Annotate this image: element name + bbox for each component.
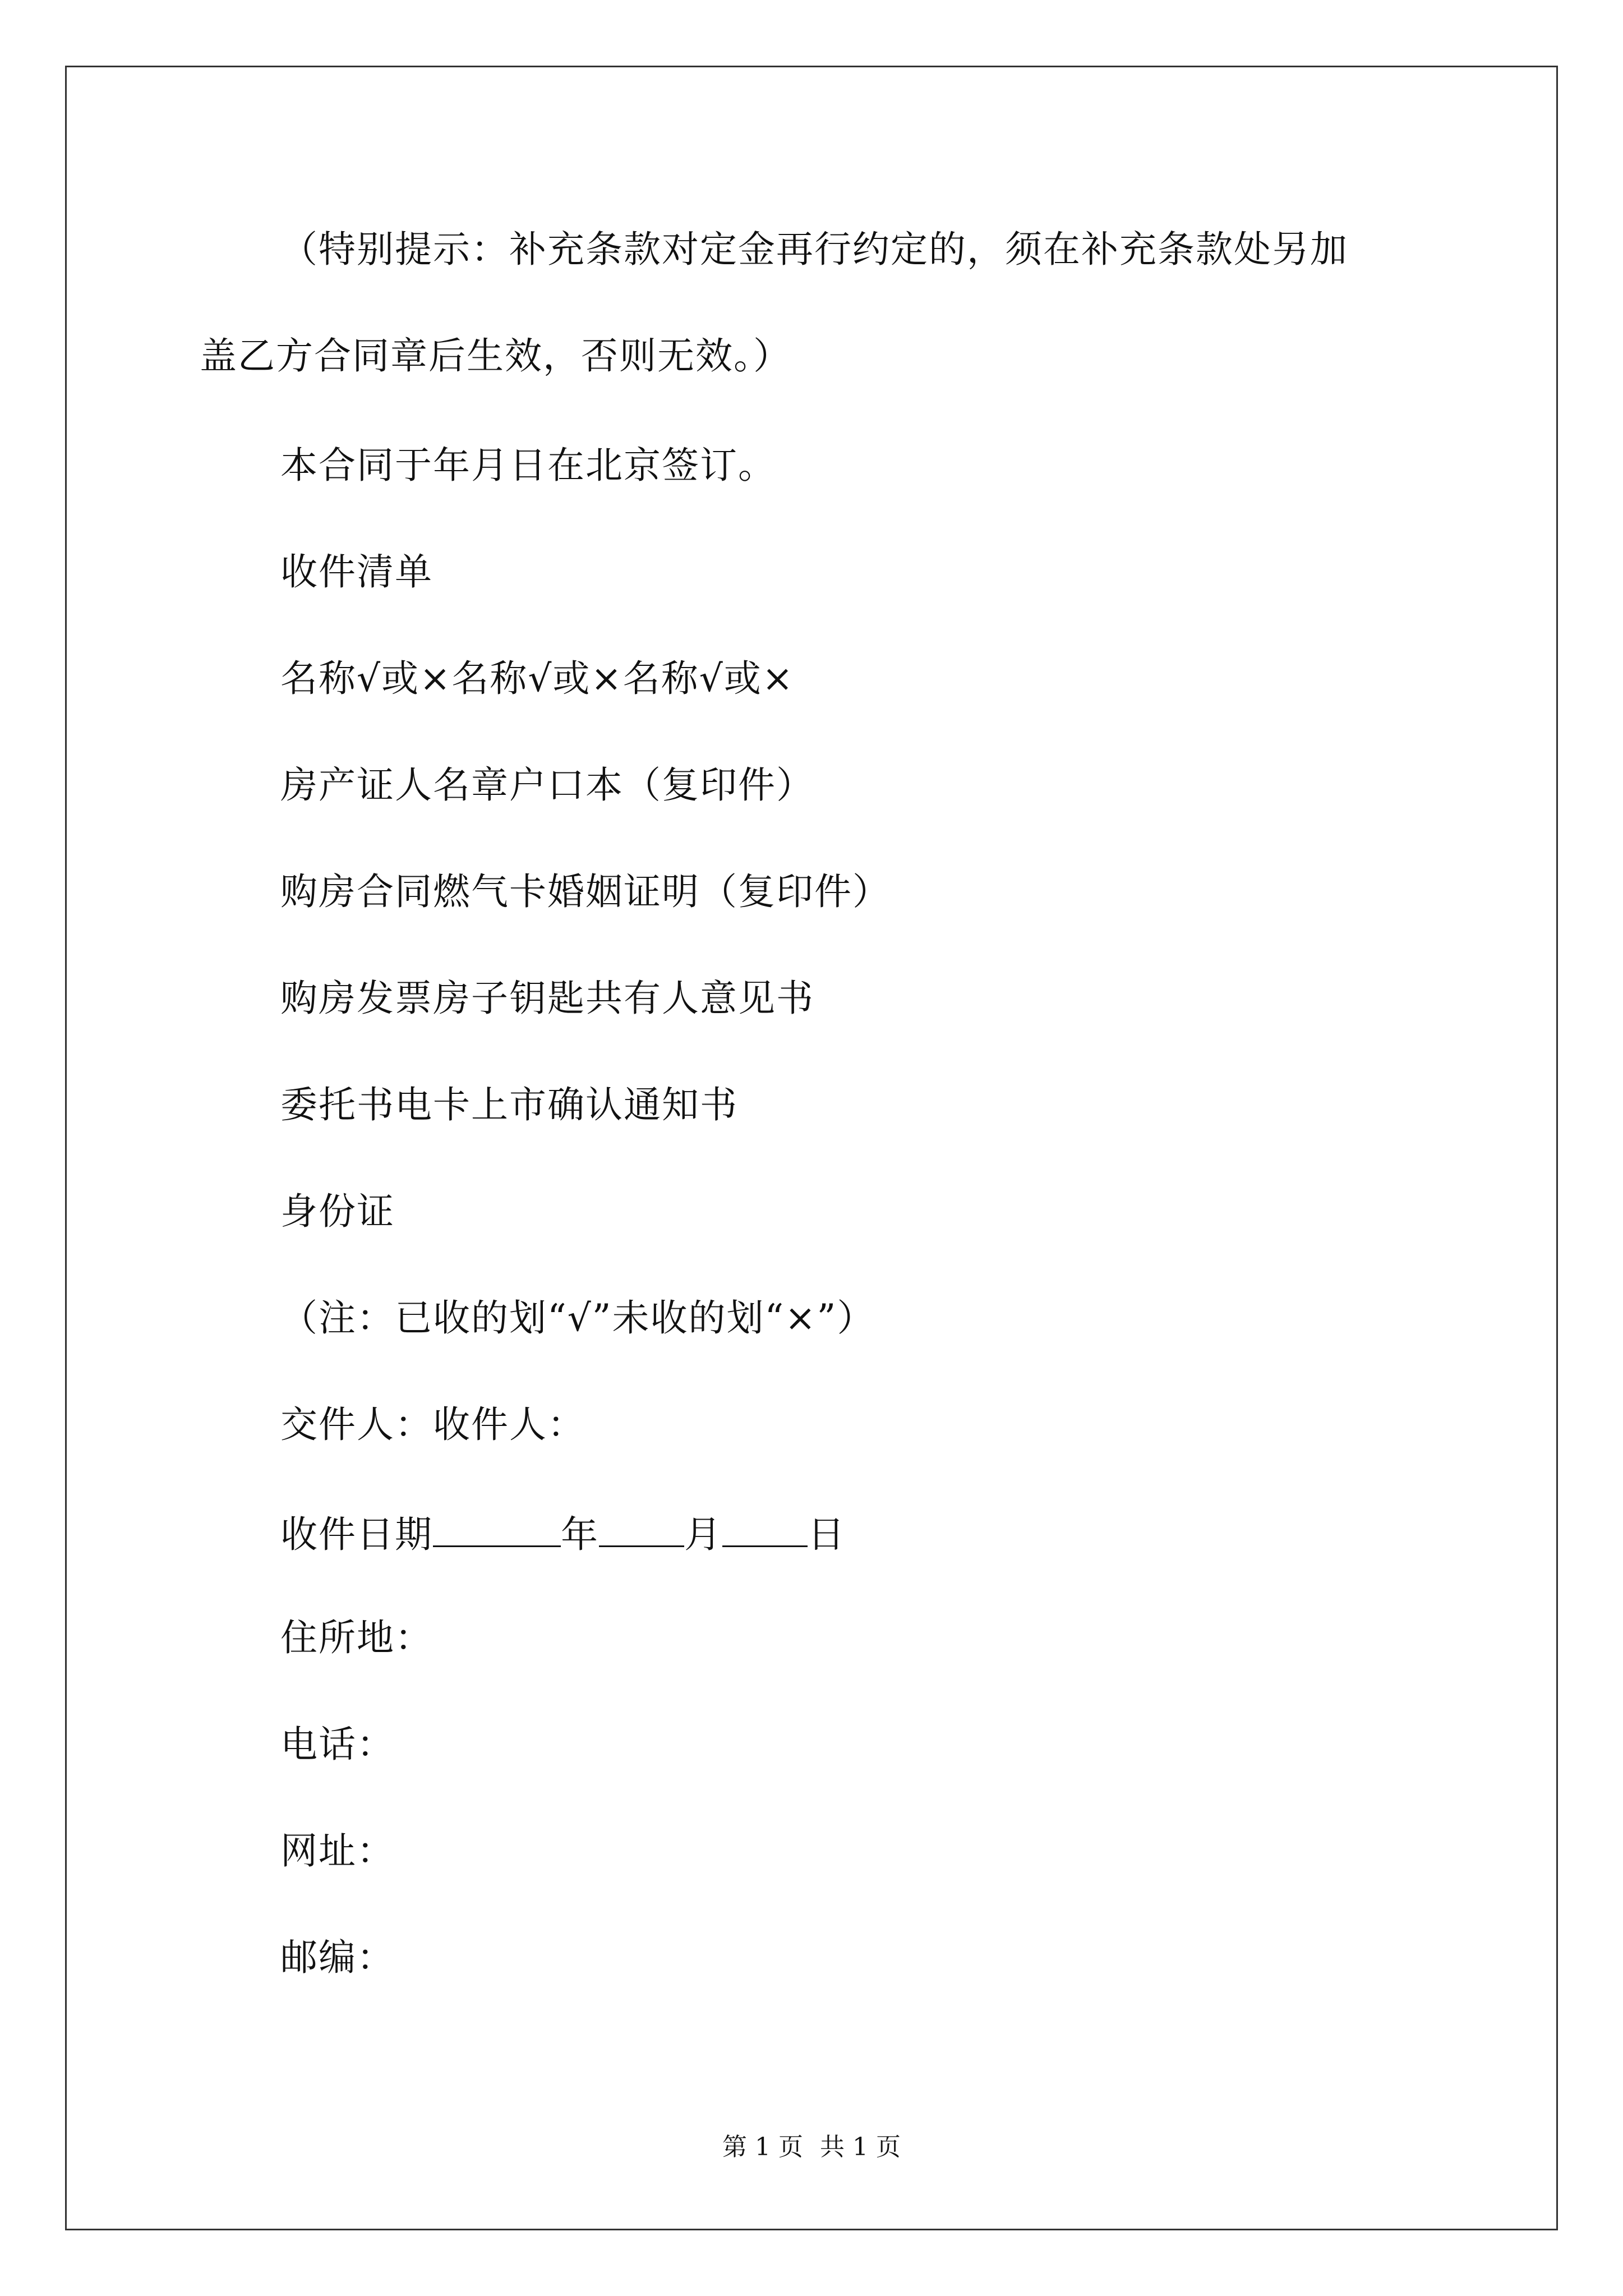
receipt-list-heading: 收件清单: [280, 550, 433, 593]
receipt-list-row-2: 购房合同燃气卡婚姻证明（复印件）: [280, 870, 891, 913]
receipt-note: （注：已收的划“√”未收的划“×”）: [280, 1296, 875, 1340]
receipt-list-row-1: 房产证人名章户口本（复印件）: [280, 763, 814, 807]
month-label: 月: [684, 1513, 722, 1556]
postcode-field: 邮编：: [280, 1936, 395, 1979]
website-field: 网址：: [280, 1829, 395, 1872]
page-border: [65, 66, 1558, 2230]
month-blank: [599, 1506, 684, 1547]
receipt-date-line: [280, 1506, 846, 1560]
address-field: 住所地：: [280, 1616, 433, 1659]
day-label: 日: [808, 1513, 846, 1556]
page-footer: [0, 2131, 1623, 2164]
special-note-line-2: 盖乙方合同章后生效，否则无效。）: [200, 334, 791, 378]
receipt-list-row-5: 身份证: [280, 1190, 395, 1233]
receipt-list-row-4: 委托书电卡上市确认通知书: [280, 1083, 738, 1126]
day-blank: [722, 1506, 808, 1547]
special-note-line-1: （特别提示：补充条款对定金再行约定的，须在补充条款处另加: [280, 228, 1348, 271]
signing-statement: 本合同于年月日在北京签订。: [280, 444, 776, 487]
phone-field: 电话：: [280, 1723, 395, 1766]
sender-receiver-line: 交件人：收件人：: [280, 1403, 585, 1446]
page-number: 第 1 页: [722, 2133, 803, 2161]
receipt-date-label: 收件日期: [280, 1513, 433, 1556]
year-blank: [433, 1506, 561, 1547]
page-total: 共 1 页: [820, 2133, 901, 2161]
receipt-list-row-3: 购房发票房子钥匙共有人意见书: [280, 977, 814, 1020]
year-label: 年: [561, 1513, 599, 1556]
receipt-list-columns: 名称√或×名称√或×名称√或×: [280, 657, 795, 700]
